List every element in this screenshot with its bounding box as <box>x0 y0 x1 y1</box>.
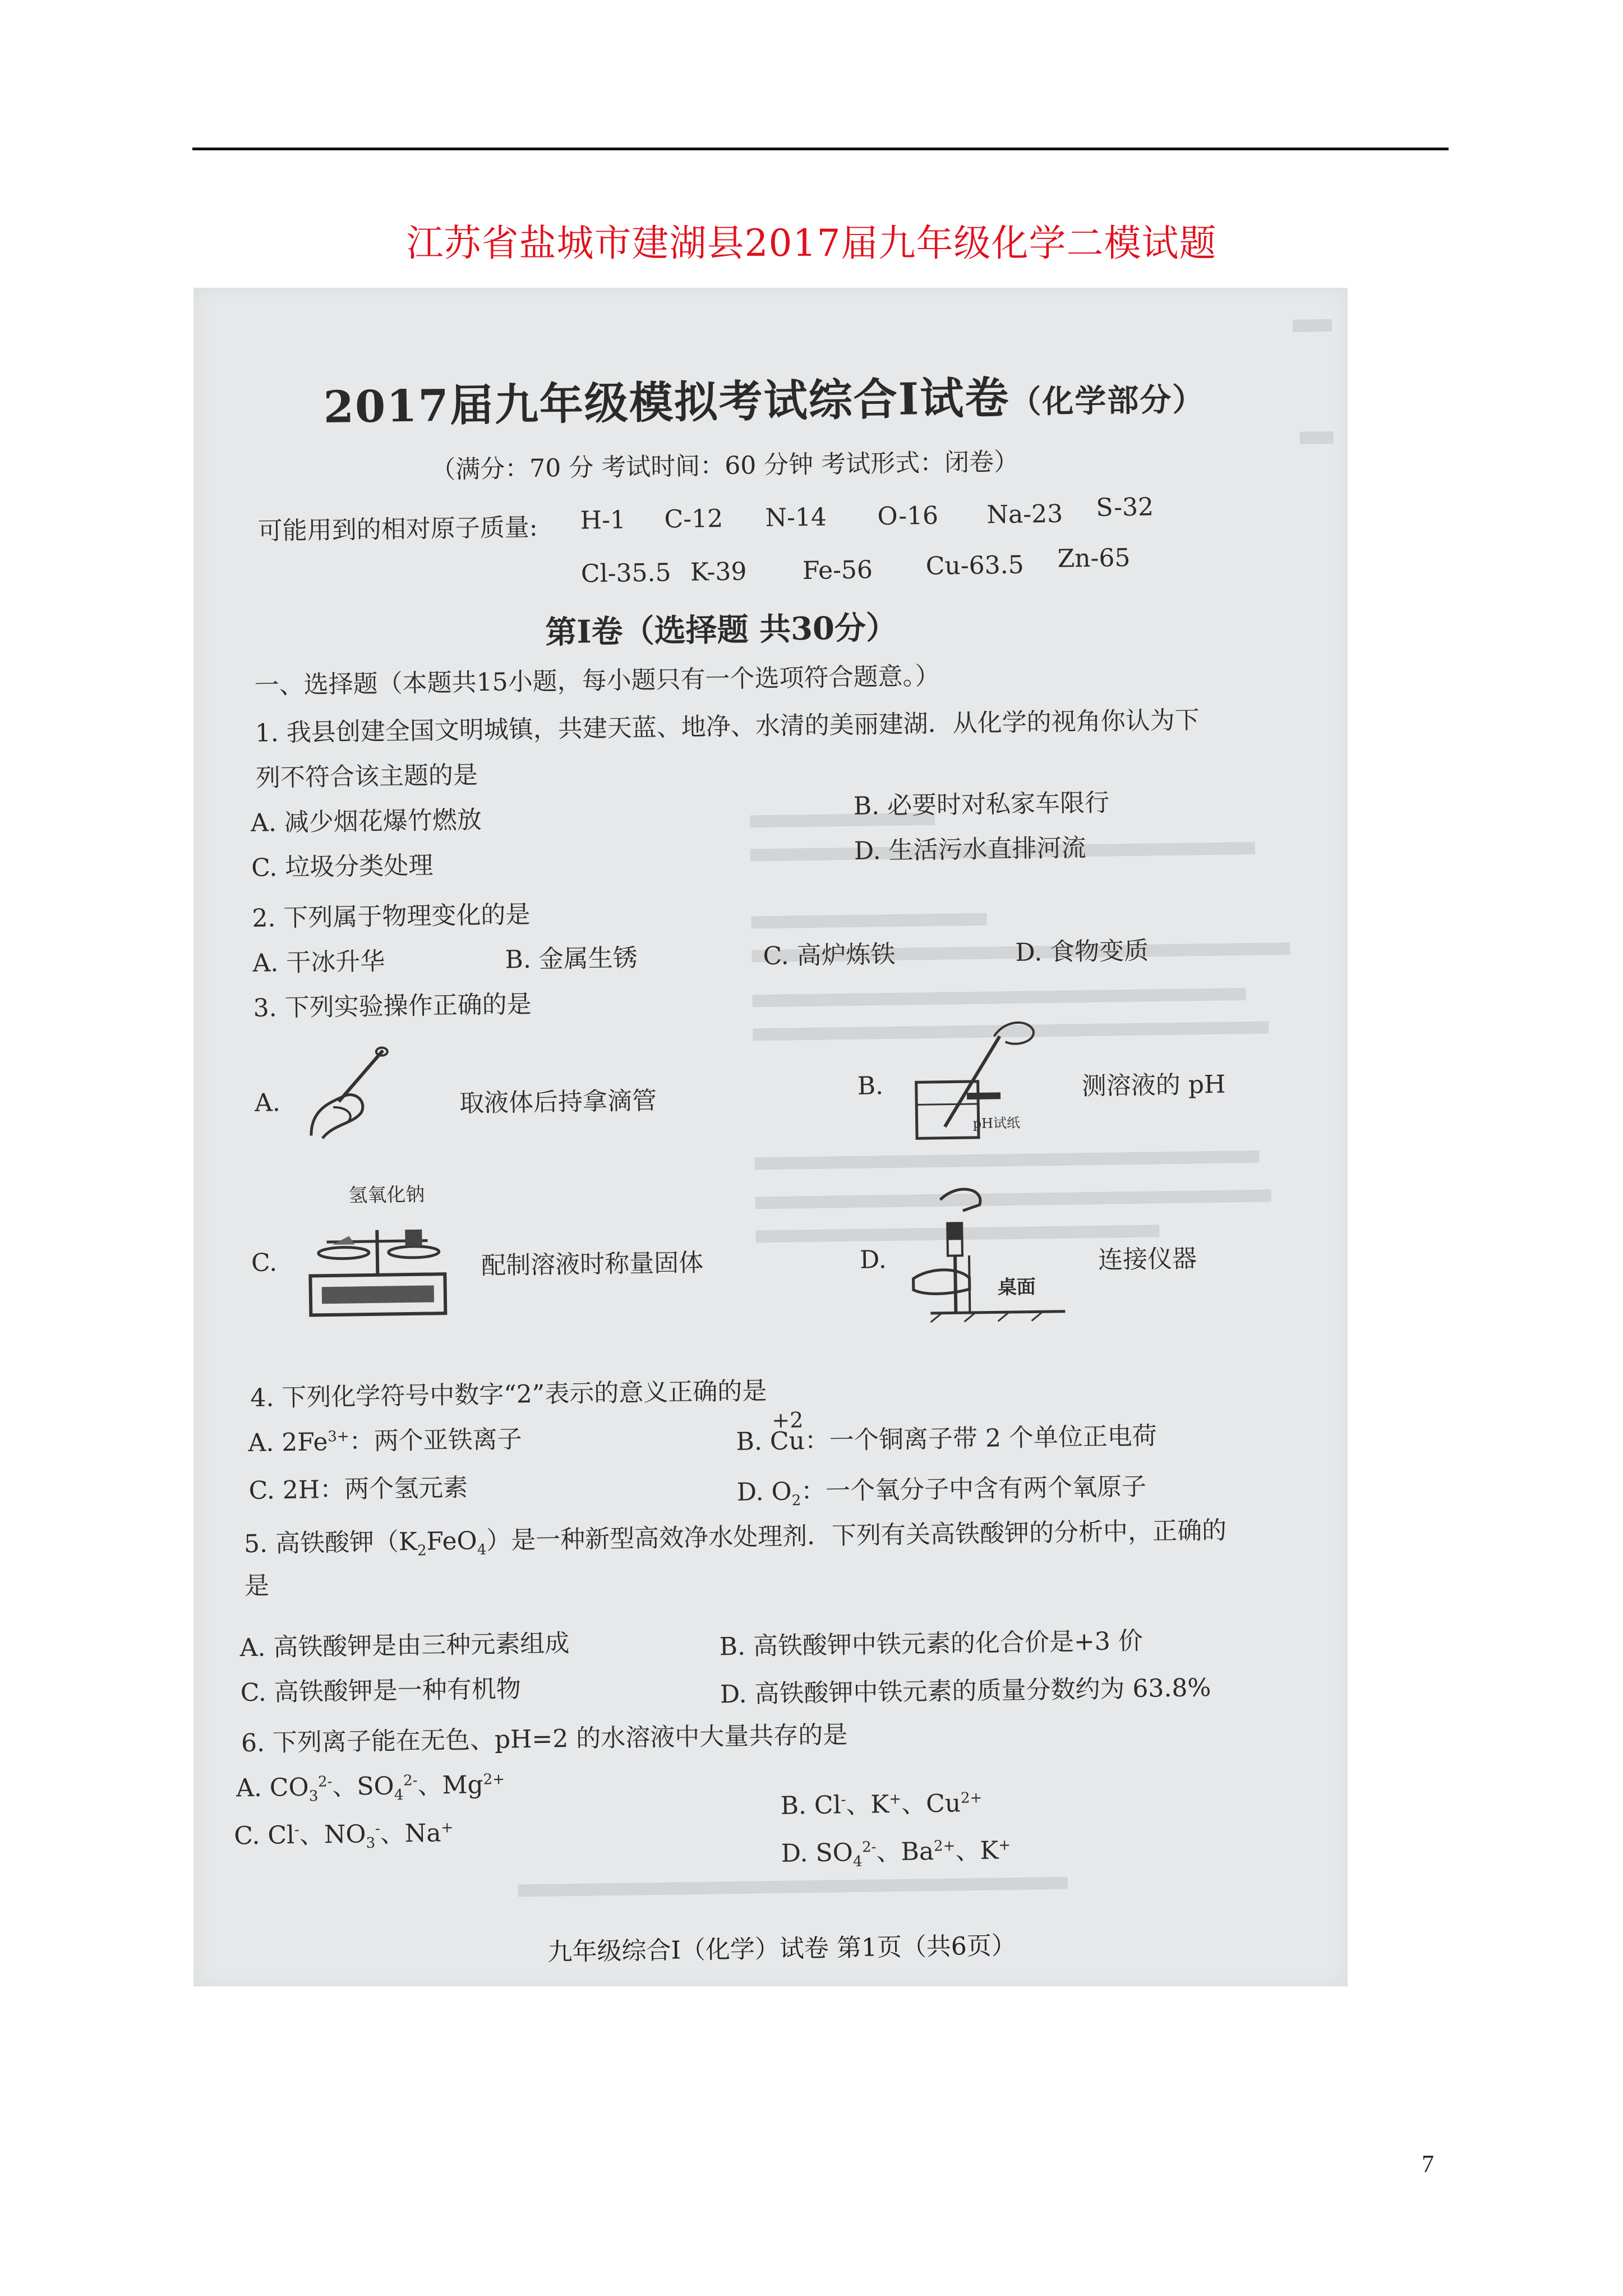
atomic-mass: K-39 <box>690 557 747 587</box>
exam-title: 2017届九年级模拟考试综合Ⅰ试卷（化学部分） <box>323 372 1205 433</box>
atomic-mass: H-1 <box>580 505 626 535</box>
question-4-option-a: A. $2Fe^{3+}$：两个亚铁离子 <box>248 1425 523 1458</box>
question-1-stem: 列不符合该主题的是 <box>255 761 478 793</box>
question-4-option-c: C. 2H：两个氢元素 <box>248 1473 468 1506</box>
scanned-exam-page <box>193 288 1348 1986</box>
connect-apparatus-figure <box>906 1181 1071 1324</box>
sodium-hydroxide-label: 氢氧化钠 <box>348 1183 425 1207</box>
question-2-option-d: D. 食物变质 <box>1015 936 1149 967</box>
document-title: 江苏省盐城市建湖县2017届九年级化学二模试题 <box>406 222 1217 265</box>
question-4-option-d: D. $O_2$：一个氧分子中含有两个氧原子 <box>736 1472 1147 1510</box>
page-number: 7 <box>1422 2150 1434 2178</box>
question-2-option-b: B. 金属生锈 <box>505 944 638 974</box>
question-1-option-a: A. 减少烟花爆竹燃放 <box>250 806 482 838</box>
exam-info: （满分：70 分 考试时间：60 分钟 考试形式：闭卷） <box>430 447 1019 485</box>
atomic-mass: Fe-56 <box>802 555 873 586</box>
balance-scale-figure <box>304 1207 451 1327</box>
question-6-option-c: C. Cl-、$NO_3^-$、Na+ <box>233 1819 454 1852</box>
question-1-stem: 1. 我县创建全国文明城镇，共建天蓝、地净、水清的美丽建湖．从化学的视角你认为下 <box>255 706 1200 748</box>
question-3-stem: 3. 下列实验操作正确的是 <box>253 990 532 1023</box>
atomic-mass: Zn-65 <box>1057 543 1131 573</box>
atomic-mass: S-32 <box>1096 493 1154 522</box>
section-intro: 一、选择题（本题共15小题，每小题只有一个选项符合题意。） <box>254 661 940 700</box>
question-3-option-b-text: 测溶液的 pH <box>1081 1070 1226 1101</box>
question-5-stem: 5. 高铁酸钾$(K_2FeO_4)$是一种新型高效净水处理剂．下列有关高铁酸钾的分析中，正确的 <box>243 1516 1227 1559</box>
question-1-option-d: D. 生活污水直排河流 <box>854 834 1086 866</box>
question-5-option-a: A. 高铁酸钾是由三种元素组成 <box>239 1629 570 1663</box>
question-5-option-d: D. 高铁酸钾中铁元素的质量分数约为 63.8% <box>720 1673 1211 1709</box>
question-5-stem: 是 <box>244 1571 270 1601</box>
section-title: 第Ⅰ卷（选择题 共30分） <box>545 609 898 651</box>
atomic-mass-label: 可能用到的相对原子质量: <box>257 513 538 546</box>
question-6-option-d: D. $SO_4^{2-}$、$Ba^{2+}$、K+ <box>781 1836 1011 1870</box>
tabletop-label: 桌面 <box>997 1276 1036 1299</box>
atomic-mass: Cu-63.5 <box>925 550 1025 581</box>
question-3-option-b-letter: B. <box>857 1071 884 1101</box>
dropper-hand-figure <box>299 1039 390 1147</box>
question-1-option-c: C. 垃圾分类处理 <box>251 851 434 882</box>
question-2-option-c: C. 高炉炼铁 <box>763 940 896 971</box>
question-3-option-c-letter: C. <box>251 1248 278 1277</box>
atomic-mass: Cl-35.5 <box>580 558 671 588</box>
question-3-option-a-text: 取液体后持拿滴管 <box>459 1086 657 1118</box>
question-3-option-d-text: 连接仪器 <box>1098 1244 1197 1274</box>
question-5-option-b: B. 高铁酸钾中铁元素的化合价是+3 价 <box>719 1626 1144 1662</box>
exam-page-footer: 九年级综合Ⅰ（化学）试卷 第1页（共6页） <box>547 1931 1017 1967</box>
header-rule <box>192 148 1449 150</box>
question-1-option-b: B. 必要时对私家车限行 <box>853 788 1110 821</box>
atomic-mass: N-14 <box>765 503 827 533</box>
question-3-option-a-letter: A. <box>254 1088 281 1117</box>
question-3-option-c-text: 配制溶液时称量固体 <box>481 1248 704 1281</box>
question-6-option-b: B. Cl-、K+、$Cu^{2+}$ <box>780 1789 983 1820</box>
ph-paper-label: pH试纸 <box>972 1115 1021 1131</box>
question-6-option-a: A. $CO_3^{2-}$、$SO_4^{2-}$、$Mg^{2+}$ <box>236 1770 505 1805</box>
question-5-option-c: C. 高铁酸钾是一种有机物 <box>240 1674 522 1708</box>
question-3-option-d-letter: D. <box>859 1245 887 1274</box>
atomic-mass: C-12 <box>664 504 723 534</box>
question-2-stem: 2. 下列属于物理变化的是 <box>252 900 531 933</box>
atomic-mass: O-16 <box>877 501 939 531</box>
question-6-stem: 6. 下列离子能在无色、pH=2 的水溶液中大量共存的是 <box>241 1720 848 1758</box>
question-4-option-b: B. +2 Cu：一个铜离子带 2 个单位正电荷 <box>736 1407 1158 1456</box>
question-2-option-a: A. 干冰升华 <box>252 947 385 978</box>
atomic-mass: Na-23 <box>986 499 1063 530</box>
question-4-stem: 4. 下列化学符号中数字“2”表示的意义正确的是 <box>250 1377 767 1412</box>
